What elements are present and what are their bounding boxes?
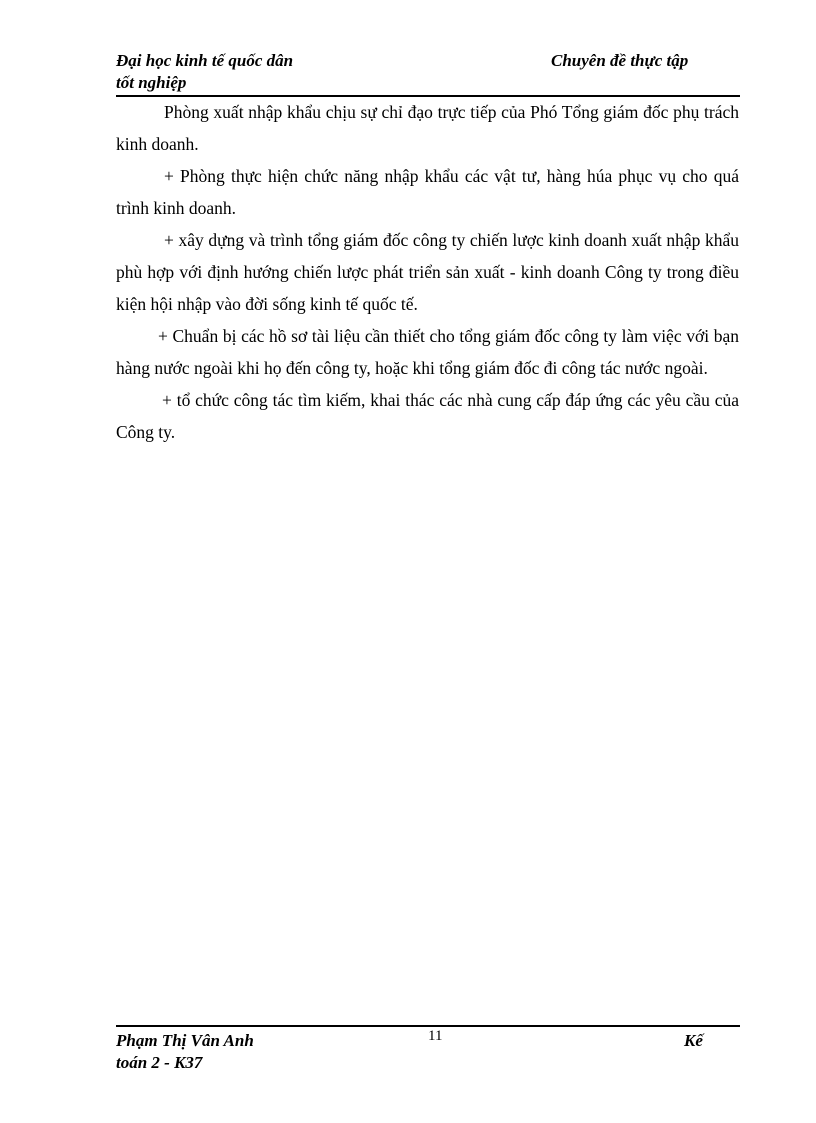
header-university: [116, 50, 376, 94]
document-body: [116, 96, 739, 448]
footer-department: Kế: [684, 1031, 703, 1050]
footer-author: [116, 1030, 316, 1074]
header-university-line1: Đại học kinh tế quốc dân: [116, 51, 294, 70]
paragraph-document-preparation: + Chuẩn bị các hồ sơ tài liệu cần thiết cho tổng giám đốc công ty làm việc với bạn hàng nước ngoài khi họ đến công ty, hoặc khi tổng giám đốc đi công tác nước ngoài.: [116, 326, 739, 378]
paragraph-import-function: + Phòng thực hiện chức năng nhập khẩu các vật tư, hàng húa phục vụ cho quá trình kinh doanh.: [116, 166, 739, 218]
footer-author-class: toán 2 - K37: [116, 1053, 203, 1072]
footer-author-name: Phạm Thị Vân Anh: [116, 1031, 254, 1050]
page-number: 11: [428, 1028, 443, 1044]
header-report-title: Chuyên đề thực tập: [551, 51, 689, 70]
paragraph-strategy: + xây dựng và trình tổng giám đốc công ty chiến lược kinh doanh xuất nhập khẩu phù hợp với định hướng chiến lược phát triển sản xuất - kinh doanh Công ty trong điều kiện hội nhập vào đời sống kinh tế quốc tế.: [116, 230, 739, 314]
paragraph-department-supervision: Phòng xuất nhập khẩu chịu sự chỉ đạo trực tiếp của Phó Tổng giám đốc phụ trách kinh doanh.: [116, 102, 739, 154]
paragraph-supplier-search: + tổ chức công tác tìm kiếm, khai thác các nhà cung cấp đáp ứng các yêu cầu của Công ty.: [116, 390, 739, 442]
header-university-line2: tốt nghiệp: [116, 73, 187, 92]
